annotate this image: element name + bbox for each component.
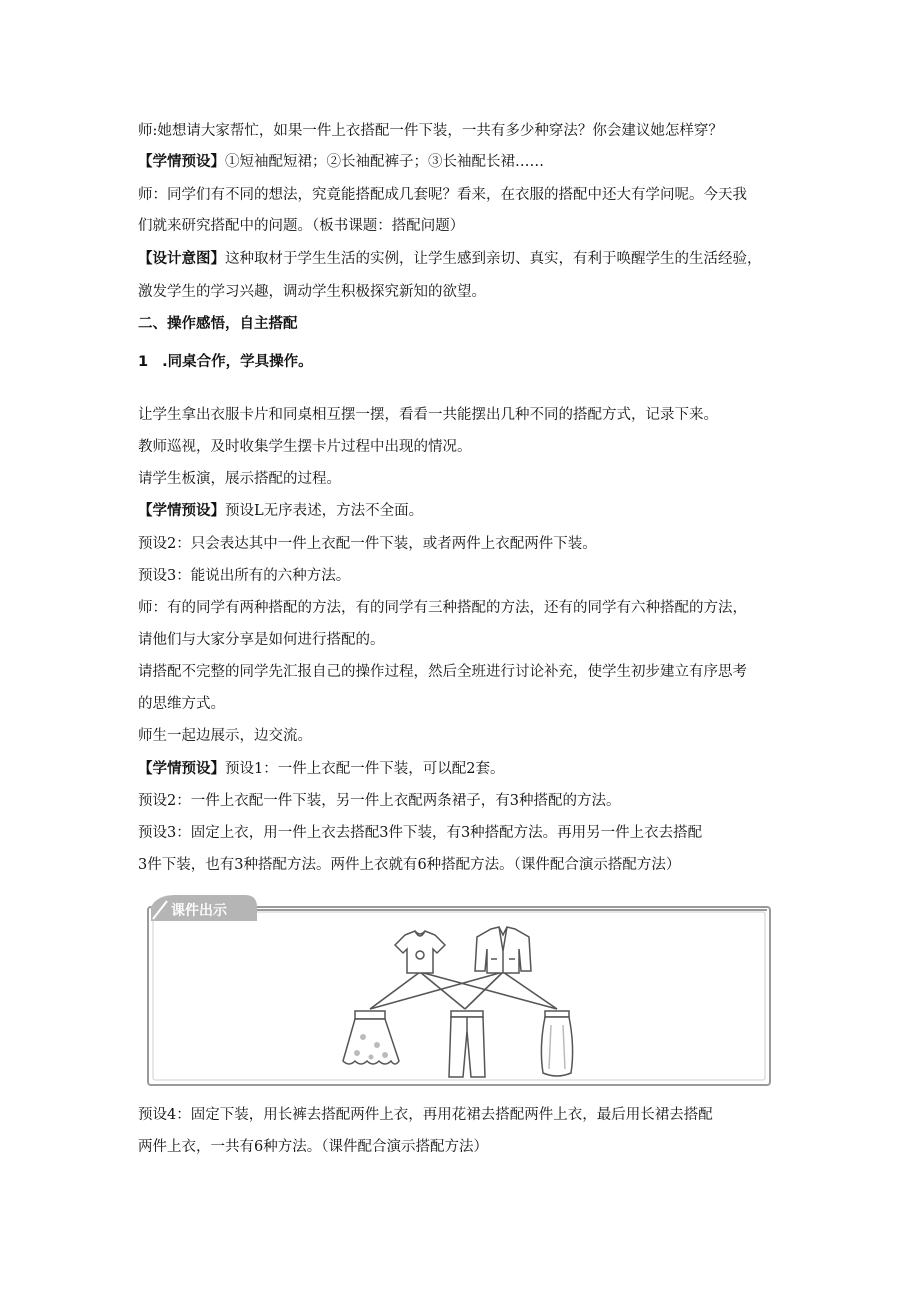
paragraph-teacher-question: 师:她想请大家帮忙，如果一件上衣搭配一件下装，一共有多少种穿法？你会建议她怎样穿？ bbox=[138, 123, 723, 139]
paragraph-teacher-share-line1: 师：有的同学有两种搭配的方法，有的同学有三种搭配的方法，还有的同学有六种搭配的方法， bbox=[138, 600, 747, 616]
subsection-text: .同桌合作，学具操作。 bbox=[162, 354, 313, 370]
paragraph-teacher-intro-line2: 们就来研究搭配中的问题。（板书课题：搭配问题） bbox=[138, 218, 465, 234]
paragraph-show-exchange: 师生一起边展示，边交流。 bbox=[138, 728, 312, 744]
paragraph-board-demo: 请学生板演，展示搭配的过程。 bbox=[138, 471, 341, 487]
connection-line bbox=[420, 972, 557, 1009]
prediction-text: 预设L无序表述，方法不全面。 bbox=[225, 503, 424, 519]
banner-label: 课件出示 bbox=[171, 903, 227, 919]
paragraph-prediction-1 bbox=[138, 152, 798, 172]
paragraph-preset-2b: 预设2：一件上衣配一件下装，另一件上衣配两条裙子，有3种搭配的方法。 bbox=[138, 793, 621, 809]
paragraph-design-intent-line2: 激发学生的学习兴趣，调动学生积极探究新知的欲望。 bbox=[138, 284, 486, 300]
courseware-figure bbox=[145, 893, 775, 1089]
jacket-icon bbox=[475, 927, 531, 973]
prediction-tag: 【学情预设】 bbox=[138, 502, 225, 519]
paragraph-preset-4-line2: 两件上衣，一共有6种方法。（课件配合演示搭配方法） bbox=[138, 1139, 488, 1155]
paragraph-teacher-intro-line1: 师：同学们有不同的想法，究竟能搭配成几套呢？看来，在衣服的搭配中还大有学问呢。今天我 bbox=[138, 187, 747, 203]
connection-lines bbox=[370, 972, 557, 1009]
connection-line bbox=[370, 972, 420, 1009]
long-skirt-icon bbox=[541, 1011, 572, 1076]
prediction-tag: 【学情预设】 bbox=[138, 760, 225, 777]
design-intent-tag: 【设计意图】 bbox=[138, 250, 225, 267]
prediction-tag: 【学情预设】 bbox=[138, 153, 225, 170]
paragraph-teacher-share-line2: 请他们与大家分享是如何进行搭配的。 bbox=[138, 632, 385, 648]
paragraph-preset-3b-line1: 预设3：固定上衣，用一件上衣去搭配3件下装，有3种搭配方法。再用另一件上衣去搭配 bbox=[138, 825, 703, 841]
paragraph-preset-3: 预设3：能说出所有的六种方法。 bbox=[138, 568, 351, 584]
flower-skirt-icon bbox=[343, 1011, 399, 1064]
paragraph-prediction-2 bbox=[138, 501, 798, 521]
design-intent-text: 这种取材于学生生活的实例，让学生感到亲切、真实，有利于唤醒学生的生活经验， bbox=[225, 251, 762, 267]
paragraph-preset-3b-line2: 3件下装，也有3种搭配方法。两件上衣就有6种搭配方法。（课件配合演示搭配方法） bbox=[138, 857, 681, 873]
pants-icon bbox=[449, 1011, 485, 1077]
prediction-text: 预设1：一件上衣配一件下装，可以配2套。 bbox=[225, 761, 505, 777]
subsection-number: 1 bbox=[138, 354, 149, 370]
tshirt-icon bbox=[395, 931, 445, 973]
prediction-text: ①短袖配短裙；②长袖配裤子；③长袖配长裙…… bbox=[225, 154, 544, 170]
paragraph-teacher-patrol: 教师巡视，及时收集学生摆卡片过程中出现的情况。 bbox=[138, 439, 472, 455]
connection-line bbox=[503, 972, 557, 1009]
paragraph-prediction-3 bbox=[138, 759, 798, 779]
section-2-title: 二、操作感悟，自主搭配 bbox=[138, 316, 298, 332]
paragraph-student-cards: 让学生拿出衣服卡片和同桌相互摆一摆，看看一共能摆出几种不同的搭配方式，记录下来。 bbox=[138, 407, 718, 423]
paragraph-preset-2: 预设2：只会表达其中一件上衣配一件下装，或者两件上衣配两件下装。 bbox=[138, 536, 597, 552]
paragraph-report-line2: 的思维方式。 bbox=[138, 696, 225, 712]
paragraph-design-intent-line1 bbox=[138, 249, 798, 269]
paragraph-preset-4-line1: 预设4：固定下装，用长裤去搭配两件上衣，再用花裙去搭配两件上衣，最后用长裙去搭配 bbox=[138, 1107, 713, 1123]
subsection-1-title bbox=[138, 352, 798, 372]
paragraph-report-line1: 请搭配不完整的同学先汇报自己的操作过程，然后全班进行讨论补充，使学生初步建立有序思考 bbox=[138, 664, 747, 680]
